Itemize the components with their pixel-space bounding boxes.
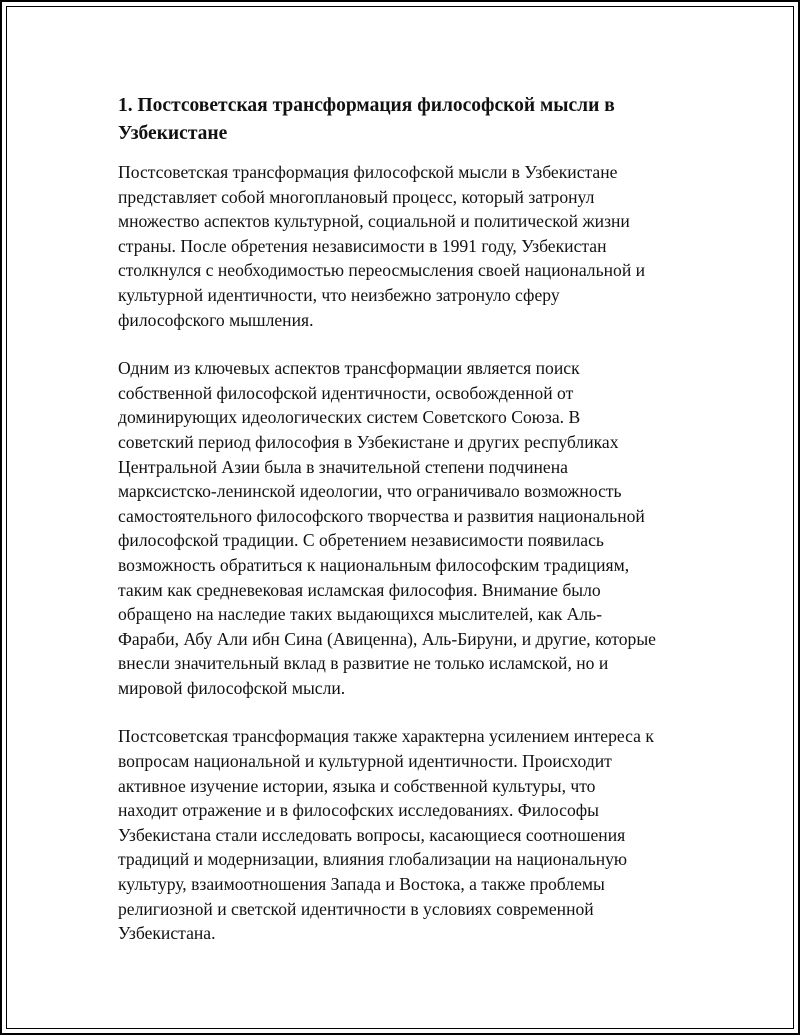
paragraph-line: Узбекистана. xyxy=(118,923,216,944)
paragraph-line: представляет собой многоплановый процесс, который затронул xyxy=(118,186,595,207)
paragraph-line: философской традиции. С обретением независимости появилась xyxy=(118,530,604,551)
paragraph-line: Центральной Азии была в значительной степени подчинена xyxy=(118,456,568,477)
paragraph-line: культурной идентичности, что неизбежно затронуло сферу xyxy=(118,284,560,305)
paragraph-line: философского мышления. xyxy=(118,309,314,330)
paragraph-line: страны. После обретения независимости в 1991 году, Узбекистан xyxy=(118,235,607,256)
paragraph-line: Узбекистана стали исследовать вопросы, касающиеся соотношения xyxy=(118,824,626,845)
paragraph-line: возможность обратиться к национальным философским традициям, xyxy=(118,554,630,575)
paragraph-line: внесли значительный вклад в развитие не только исламской, но и xyxy=(118,653,609,674)
paragraph-2 xyxy=(118,356,690,700)
paragraph-line: таким как средневековая исламская философия. Внимание было xyxy=(118,579,601,600)
paragraph-line: обращено на наследие таких выдающихся мыслителей, как Аль- xyxy=(118,604,603,625)
paragraph-line: доминирующих идеологических систем Советского Союза. В xyxy=(118,407,581,428)
paragraph-1 xyxy=(118,160,690,332)
paragraph-line: вопросам национальной и культурной идентичности. Происходит xyxy=(118,751,612,772)
paragraph-line: советский период философия в Узбекистане и других республиках xyxy=(118,431,619,452)
paragraph-line: Фараби, Абу Али ибн Сина (Авиценна), Аль-Бируни, и другие, которые xyxy=(118,628,656,649)
paragraph-line: находит отражение и в философских исследованиях. Философы xyxy=(118,800,599,821)
paragraph-3 xyxy=(118,724,690,945)
paragraph-line: Одним из ключевых аспектов трансформации является поиск xyxy=(118,358,580,379)
paragraph-line: мировой философской мысли. xyxy=(118,677,346,698)
paragraph-line: культуру, взаимоотношения Запада и Востока, а также проблемы xyxy=(118,874,605,895)
document-content xyxy=(118,92,690,970)
section-heading-line: 1. Постсоветская трансформация философской мысли в xyxy=(118,95,615,116)
paragraph-line: религиозной и светской идентичности в условиях современной xyxy=(118,898,594,919)
paragraph-line: самостоятельного философского творчества и развития национальной xyxy=(118,505,645,526)
section-heading-line: Узбекистане xyxy=(118,123,228,144)
paragraph-line: традиций и модернизации, влияния глобализации на национальную xyxy=(118,849,628,870)
paragraph-line: Постсоветская трансформация также характерна усилением интереса к xyxy=(118,726,654,747)
section-heading xyxy=(118,92,690,148)
paragraph-line: активное изучение истории, языка и собственной культуры, что xyxy=(118,775,596,796)
paragraph-line: множество аспектов культурной, социальной и политической жизни xyxy=(118,211,630,232)
paragraph-line: марксистско-ленинской идеологии, что ограничивало возможность xyxy=(118,481,622,502)
paragraph-line: Постсоветская трансформация философской мысли в Узбекистане xyxy=(118,162,618,182)
paragraph-line: столкнулся с необходимостью переосмысления своей национальной и xyxy=(118,260,646,281)
paragraph-line: собственной философской идентичности, освобожденной от xyxy=(118,382,574,403)
